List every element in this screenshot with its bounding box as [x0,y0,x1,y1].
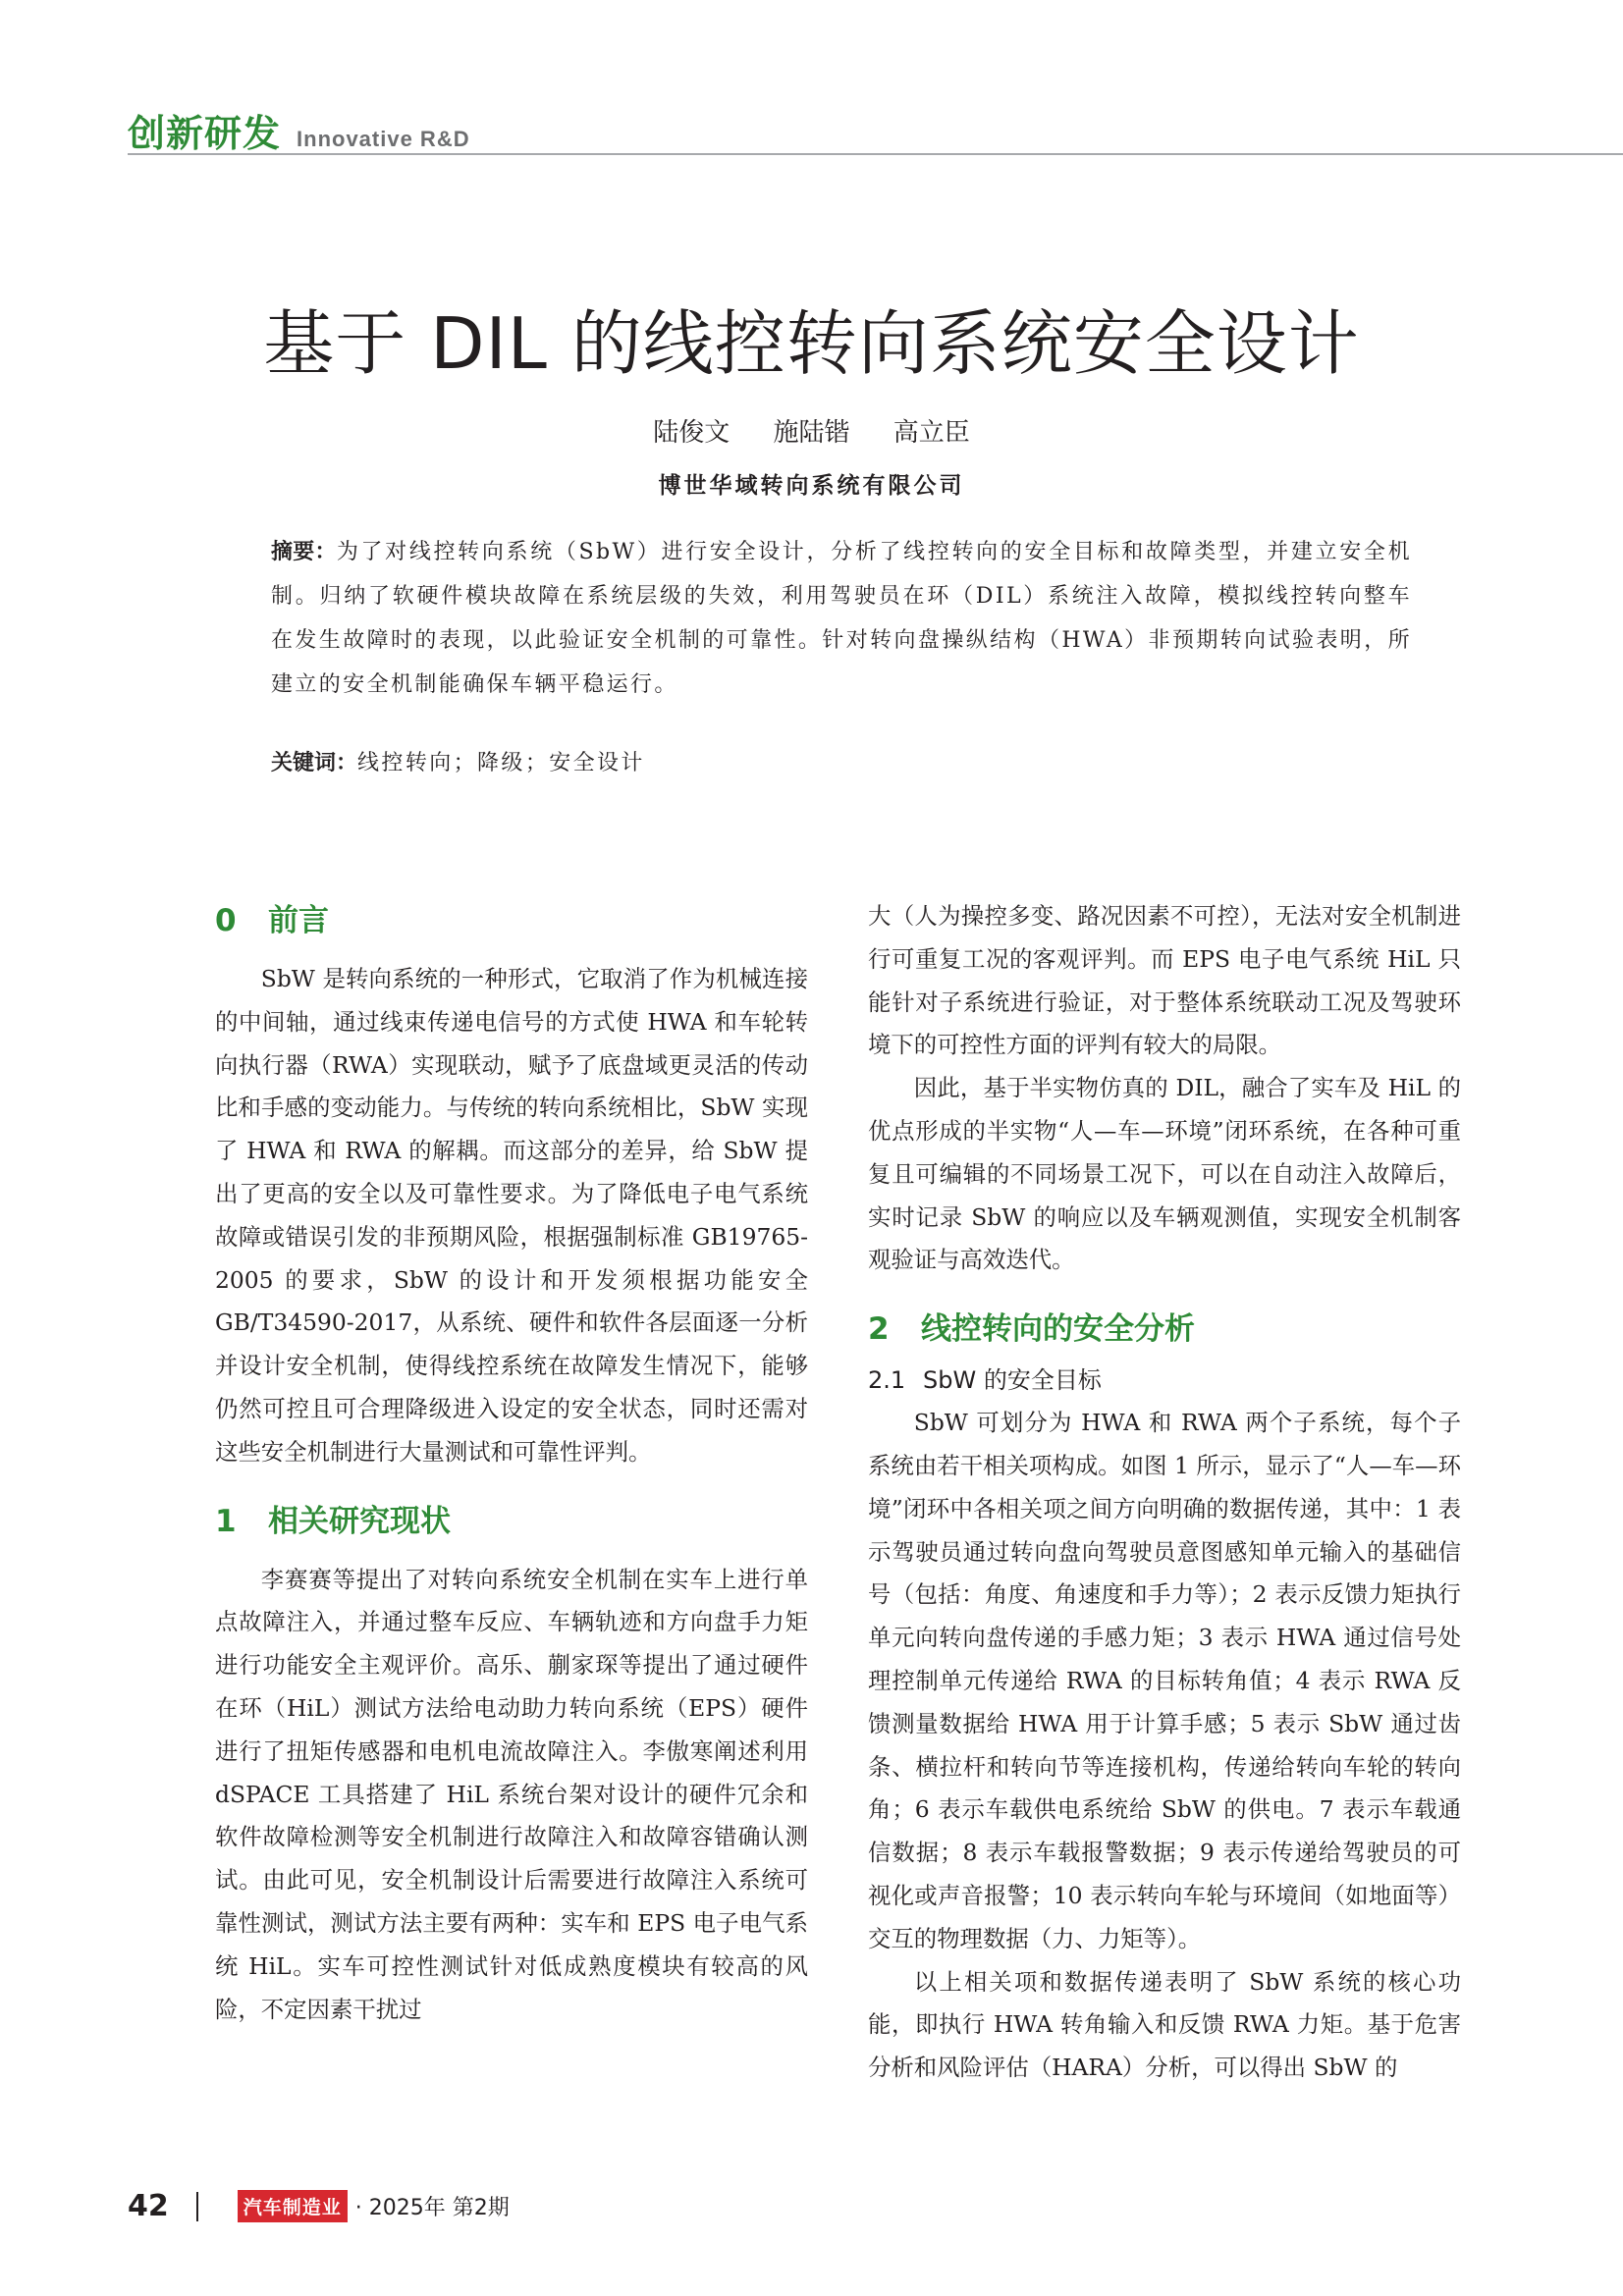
keywords-text: 线控转向；降级；安全设计 [357,751,645,775]
section-heading-0 [215,891,808,950]
left-column [215,891,808,2031]
body-paragraph: SbW 可划分为 HWA 和 RWA 两个子系统，每个子系统由若干相关项构成。如图 1 所示，显示了“人—车—环境”闭环中各相关项之间方向明确的数据传递，其中：1 表示驾驶员通过转向盘向驾驶员意图感知单元输入的基础信号（包括：角度、角速度和手力等）；2 表示反馈力矩执行单元向转向盘传递的手感力矩；3 表示 HWA 通过信号处理控制单元传递给 RWA 的目标转角值；4 表示 RWA 反馈测量数据给 HWA 用于计算手感；5 表示 SbW 通过齿条、横拉杆和转向节等连接机构，传递给转向车轮的转向角；6 表示车载供电系统给 SbW 的供电。7 表示车载通信数据；8 表示车载报警数据；9 表示传递给驾驶员的可视化或声音报警；10 表示转向车轮与环境间（如地面等）交互的物理数据（力、力矩等）。 [868,1409,1461,1952]
abstract [271,530,1412,707]
body-paragraph: 大（人为操控多变、路况因素不可控），无法对安全机制进行可重复工况的客观评判。而 EPS 电子电气系统 HiL 只能针对子系统进行验证，对于整体系统联动工况及驾驶环境下的可控性方面的评判有较大的局限。 [868,902,1461,1059]
body-paragraph: SbW 是转向系统的一种形式，它取消了作为机械连接的中间轴，通过线束传递电信号的方式使 HWA 和车轮转向执行器（RWA）实现联动，赋予了底盘域更灵活的传动比和手感的变动能力。与传统的转向系统相比，SbW 实现了 HWA 和 RWA 的解耦。而这部分的差异，给 SbW 提出了更高的安全以及可靠性要求。为了降低电子电气系统故障或错误引发的非预期风险，根据强制标准 GB19765-2005 的要求，SbW 的设计和开发须根据功能安全 GB/T34590-2017，从系统、硬件和软件各层面逐一分析并设计安全机制，使得线控系统在故障发生情况下，能够仍然可控且可合理降级进入设定的安全状态，同时还需对这些安全机制进行大量测试和可靠性评判。 [215,965,808,1466]
section-number: 0 [215,903,237,938]
section-heading-text: 前言 [268,903,329,938]
section-title-en: Innovative R&D [297,127,470,151]
author-name: 高立臣 [893,418,970,448]
page-footer [128,2189,510,2223]
section-title-zh: 创新研发 [128,112,282,155]
page-number: 42 [128,2189,169,2223]
section-heading-2 [868,1300,1461,1359]
body-paragraph: 以上相关项和数据传递表明了 SbW 系统的核心功能，即执行 HWA 转角输入和反馈 RWA 力矩。基于危害分析和风险评估（HARA）分析，可以得出 SbW 的 [868,1967,1461,2082]
subsection-number: 2.1 [868,1366,906,1395]
magazine-logo: 汽车制造业 [238,2190,348,2222]
footer-divider [196,2192,198,2221]
article-title: 基于 DIL 的线控转向系统安全设计 [263,302,1360,385]
section-number: 1 [215,1503,237,1539]
body-paragraph: 因此，基于半实物仿真的 DIL，融合了实车及 HiL 的优点形成的半实物“人—车—环境”闭环系统，在各种可重复且可编辑的不同场景工况下，可以在自动注入故障后，实时记录 SbW 的响应以及车辆观测值，实现安全机制客观验证与高效迭代。 [868,1074,1461,1274]
keywords-label: 关键词： [271,751,358,775]
right-column [868,895,1461,2090]
author-list [0,412,1623,449]
section-tag [128,103,470,157]
subsection-heading-2-1 [868,1359,1461,1402]
author-name: 施陆锴 [773,418,850,448]
section-heading-text: 线控转向的安全分析 [921,1311,1195,1348]
body-paragraph: 李赛赛等提出了对转向系统安全机制在实车上进行单点故障注入，并通过整车反应、车辆轨迹和方向盘手力矩进行功能安全主观评价。高乐、蒯家琛等提出了通过硬件在环（HiL）测试方法给电动助力转向系统（EPS）硬件进行了扭矩传感器和电机电流故障注入。李傲寒阐述利用 dSPACE 工具搭建了 HiL 系统台架对设计的硬件冗余和软件故障检测等安全机制进行故障注入和故障容错确认测试。由此可见，安全机制设计后需要进行故障注入系统可靠性测试，测试方法主要有两种：实车和 EPS 电子电气系统 HiL。实车可控性测试针对低成熟度模块有较高的风险，不定因素干扰过 [215,1565,808,2023]
abstract-label: 摘要： [271,540,337,564]
section-heading-text: 相关研究现状 [268,1503,451,1539]
affiliation: 博世华域转向系统有限公司 [658,472,965,499]
keywords [271,746,645,776]
author-name: 陆俊文 [653,418,730,448]
subsection-heading-text: SbW 的安全目标 [923,1366,1102,1395]
section-heading-1 [215,1492,808,1551]
section-number: 2 [868,1311,890,1348]
abstract-text: 为了对线控转向系统（SbW）进行安全设计，分析了线控转向的安全目标和故障类型，并建立安全机制。归纳了软硬件模块故障在系统层级的失效，利用驾驶员在环（DIL）系统注入故障，模拟线控转向整车在发生故障时的表现，以此验证安全机制的可靠性。针对转向盘操纵结构（HWA）非预期转向试验表明，所建立的安全机制能确保车辆平稳运行。 [271,540,1412,697]
issue-info: · 2025年 第2期 [354,2196,510,2220]
header-divider [128,153,1623,155]
